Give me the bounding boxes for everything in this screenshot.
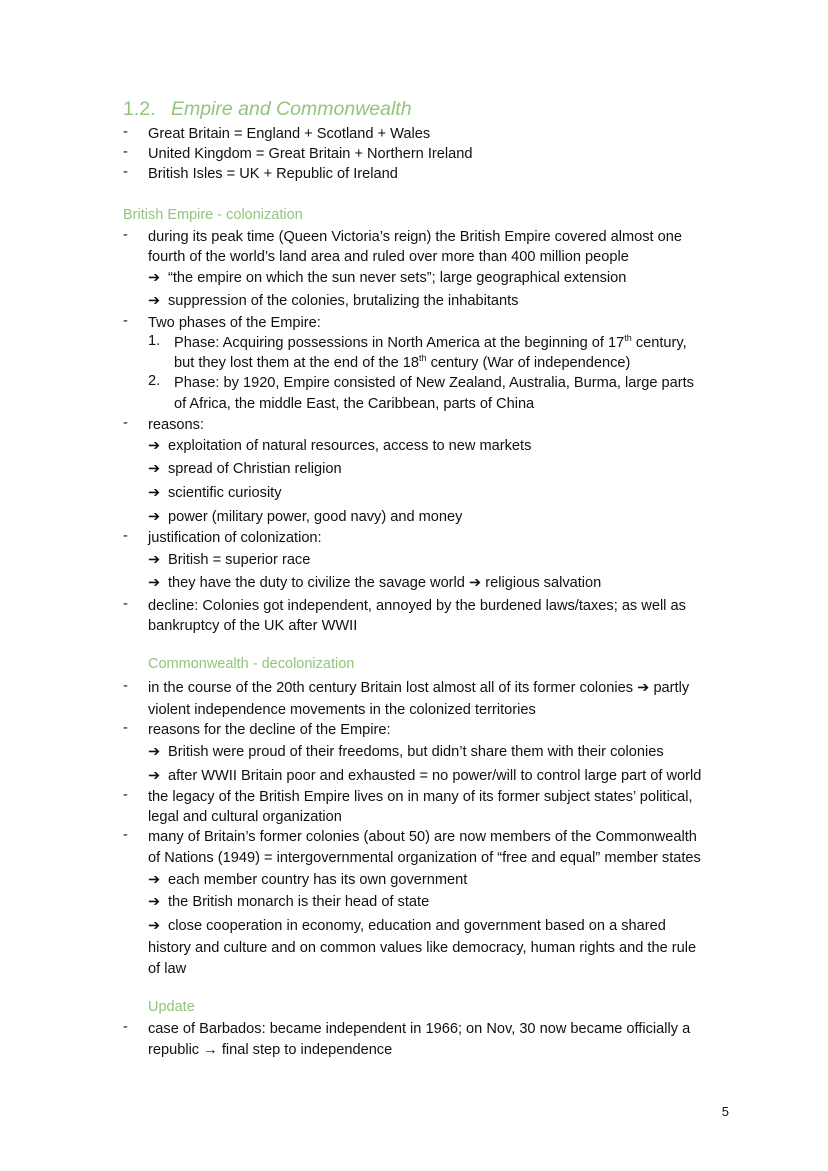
text-line: fourth of the world’s land area and ruled over more than 400 million people xyxy=(148,249,629,265)
text-span: partly xyxy=(653,680,690,696)
list-number: 1. xyxy=(148,333,161,349)
definition-great-britain: Great Britain = England + Scotland + Wales xyxy=(148,126,431,142)
text-line: the legacy of the British Empire lives on in many of its former subject states’ political, xyxy=(148,789,693,805)
arrow-item-text: the British monarch is their head of state xyxy=(168,894,430,910)
arrow-item xyxy=(148,507,462,527)
text-line: reasons: xyxy=(148,417,204,433)
arrow-item-text: exploitation of natural resources, access to new markets xyxy=(168,438,532,454)
arrow-item xyxy=(148,291,518,311)
arrow-item-text: scientific curiosity xyxy=(168,485,282,501)
arrow-item xyxy=(148,483,282,503)
arrow-icon: ➔ xyxy=(148,575,161,591)
text-line: justification of colonization: xyxy=(148,530,322,546)
arrow-icon: ➔ xyxy=(148,744,161,760)
text-span: century (War of independence) xyxy=(426,355,631,371)
arrow-icon: ➔ xyxy=(148,894,161,910)
bullet-dash: - xyxy=(123,227,128,243)
text-line: decline: Colonies got independent, annoyed by the burdened laws/taxes; as well as xyxy=(148,598,686,614)
phase-2-line-2: of Africa, the middle East, the Caribbean, parts of China xyxy=(174,396,535,412)
subheading-british-empire: British Empire - colonization xyxy=(123,207,303,223)
arrow-item xyxy=(148,436,531,456)
bullet-dash: - xyxy=(123,164,128,180)
text-line: bankruptcy of the UK after WWII xyxy=(148,618,358,634)
arrow-icon: ➔ xyxy=(148,270,161,286)
arrow-icon: ➔ xyxy=(148,438,161,454)
arrow-icon: ➔ xyxy=(637,680,650,696)
arrow-item xyxy=(148,742,664,762)
arrow-icon: ➔ xyxy=(148,461,161,477)
arrow-item xyxy=(148,459,342,479)
arrow-item-text: suppression of the colonies, brutalizing the inhabitants xyxy=(168,293,519,309)
text-line: reasons for the decline of the Empire: xyxy=(148,722,391,738)
arrow-item-text: each member country has its own government xyxy=(168,872,468,888)
text-span: final step to independence xyxy=(221,1042,393,1058)
text-line: during its peak time (Queen Victoria’s reign) the British Empire covered almost one xyxy=(148,229,683,245)
superscript: th xyxy=(624,333,632,343)
text-line xyxy=(148,678,689,698)
bullet-dash: - xyxy=(123,144,128,160)
superscript: th xyxy=(419,353,427,363)
phase-2-line: Phase: by 1920, Empire consisted of New Zealand, Australia, Burma, large parts xyxy=(174,375,694,391)
bullet-dash: - xyxy=(123,1019,128,1035)
arrow-icon: ➔ xyxy=(468,575,482,591)
arrow-item-text: religious salvation xyxy=(485,575,602,591)
arrow-item-text: power (military power, good navy) and money xyxy=(168,509,463,525)
bullet-dash: - xyxy=(123,596,128,612)
bullet-dash: - xyxy=(123,415,128,431)
bullet-dash: - xyxy=(123,720,128,736)
arrow-item-text: British were proud of their freedoms, but didn’t share them with their colonies xyxy=(168,744,664,760)
arrow-icon: → xyxy=(203,1042,218,1058)
bullet-dash: - xyxy=(123,787,128,803)
arrow-icon: ➔ xyxy=(148,485,161,501)
text-span: Phase: Acquiring possessions in North America at the beginning of 17 xyxy=(174,335,625,351)
subheading-update: Update xyxy=(148,999,195,1015)
definition-british-isles: British Isles = UK + Republic of Ireland xyxy=(148,166,398,182)
arrow-item xyxy=(148,766,701,786)
arrow-item-text: after WWII Britain poor and exhausted = no power/will to control large part of world xyxy=(168,768,702,784)
section-number: 1.2. xyxy=(123,98,156,120)
text-line: Two phases of the Empire: xyxy=(148,315,321,331)
arrow-icon: ➔ xyxy=(148,552,161,568)
arrow-icon: ➔ xyxy=(148,768,161,784)
text-line: many of Britain’s former colonies (about 50) are now members of the Commonwealth xyxy=(148,829,697,845)
text-line: legal and cultural organization xyxy=(148,809,342,825)
text-span: century, xyxy=(631,335,687,351)
text-span: in the course of the 20th century Britain lost almost all of its former colonies xyxy=(148,680,634,696)
arrow-item-text: spread of Christian religion xyxy=(168,461,342,477)
text-line: case of Barbados: became independent in 1966; on Nov, 30 now became officially a xyxy=(148,1021,691,1037)
arrow-item-text: close cooperation in economy, education and government based on a shared xyxy=(168,918,666,934)
arrow-item xyxy=(148,550,310,570)
arrow-item-text: they have the duty to civilize the savage world xyxy=(168,575,465,591)
arrow-item xyxy=(148,916,666,936)
section-title: Empire and Commonwealth xyxy=(170,98,412,120)
page-number: 5 xyxy=(721,1104,729,1119)
bullet-dash: - xyxy=(123,124,128,140)
text-line: of Nations (1949) = intergovernmental organization of “free and equal” member states xyxy=(148,850,701,866)
definition-united-kingdom: United Kingdom = Great Britain + Northern Ireland xyxy=(148,146,473,162)
arrow-icon: ➔ xyxy=(148,872,161,888)
arrow-icon: ➔ xyxy=(148,509,161,525)
subheading-commonwealth: Commonwealth - decolonization xyxy=(148,656,355,672)
text-span: but they lost them at the end of the 18 xyxy=(174,355,420,371)
text-line: history and culture and on common values like democracy, human rights and the rule xyxy=(148,940,697,956)
arrow-item xyxy=(148,268,626,288)
text-span: republic xyxy=(148,1042,200,1058)
arrow-item xyxy=(148,892,429,912)
arrow-item-text: “the empire on which the sun never sets”; large geographical extension xyxy=(168,270,627,286)
bullet-dash: - xyxy=(123,528,128,544)
text-line: violent independence movements in the colonized territories xyxy=(148,702,536,718)
section-heading xyxy=(123,98,412,121)
phase-1-line xyxy=(174,333,687,353)
arrow-item xyxy=(148,870,467,890)
text-line: of law xyxy=(148,961,187,977)
arrow-icon: ➔ xyxy=(148,293,161,309)
arrow-item-text: British = superior race xyxy=(168,552,311,568)
text-line xyxy=(148,1040,392,1060)
arrow-icon: ➔ xyxy=(148,918,161,934)
phase-1-line-2 xyxy=(174,353,630,373)
bullet-dash: - xyxy=(123,827,128,843)
bullet-dash: - xyxy=(123,313,128,329)
bullet-dash: - xyxy=(123,678,128,694)
list-number: 2. xyxy=(148,373,161,389)
arrow-item xyxy=(148,573,601,593)
